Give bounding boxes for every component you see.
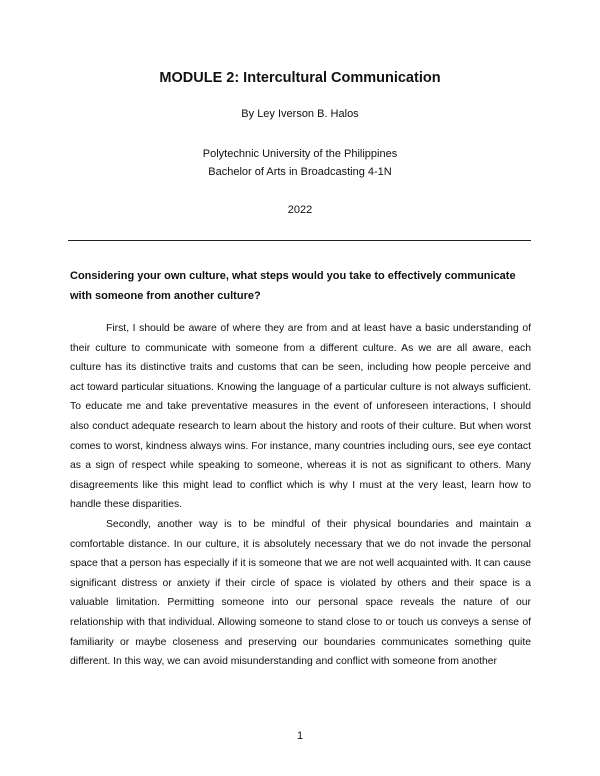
page-number: 1 [296, 730, 304, 742]
horizontal-divider [68, 240, 531, 241]
paragraph-1: First, I should be aware of where they are from and at least have a basic understanding of their culture to communicate with someone from a different culture. As we are all aware, each culture has its distinctive traits and customs that can be seen, including how people perceive and act toward particular situations. Knowing the language of a particular culture is not always sufficient. To educate me and take preventative measures in the event of unforeseen interactions, I should also conduct adequate research to learn about the history and roots of their culture. But when worst comes to worst, kindness always wins. For instance, many countries including ours, see eye contact as a sign of respect while speaking to someone, whereas it is not as significant to others. Many disagreements like this might lead to conflict which is why I must at the very least, learn how to handle these disparities. [70, 323, 531, 511]
year-line: 2022 [287, 204, 313, 216]
paragraph-2: Secondly, another way is to be mindful of their physical boundaries and maintain a comfortable distance. In our culture, it is absolutely necessary that we do not invade the personal space that a person has especially if it is someone that we are not well acquainted with. It can cause significant distress or anxiety if their circle of space is violated by others and their space is a valuable limitation. Permitting someone into our personal space reveals the nature of our relationship with that individual. Allowing someone to stand close to or touch us conveys a sense of familiarity or maybe closeness and preserving our boundaries communicates something quite different. In this way, we can avoid misunderstanding and conflict with someone from another [70, 519, 531, 668]
author-line: By Ley Iverson B. Halos [241, 108, 359, 120]
institution-line: Polytechnic University of the Philippines [202, 148, 398, 160]
document-title: MODULE 2: Intercultural Communication [159, 70, 441, 86]
essay-question: Considering your own culture, what steps would you take to effectively communicate with someone from another culture? [70, 270, 516, 302]
program-line: Bachelor of Arts in Broadcasting 4-1N [208, 166, 392, 178]
